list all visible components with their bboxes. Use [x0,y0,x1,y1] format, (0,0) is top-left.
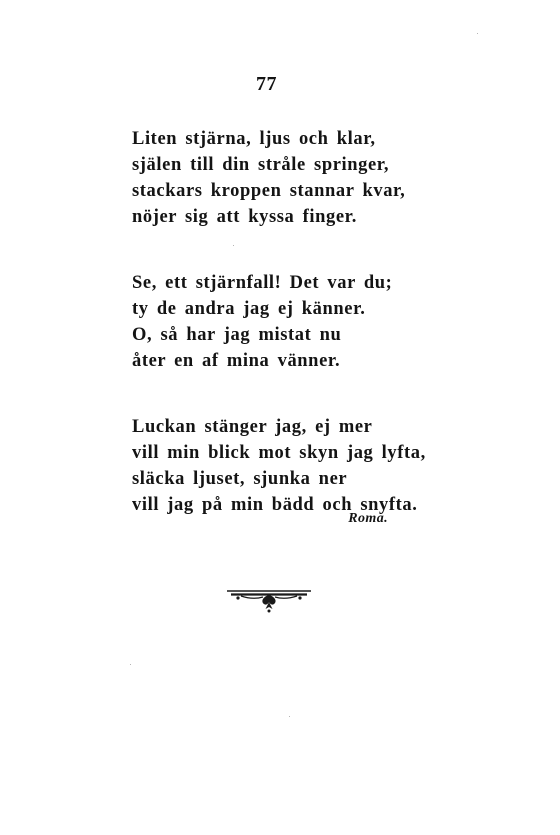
poem-line: ty de andra jag ej känner. [132,299,366,319]
signature: Roma. [348,511,388,526]
stanza-1 [132,126,432,230]
poem-line: nöjer sig att kyssa finger. [132,207,358,227]
poem-line: Luckan stänger jag, ej mer [132,417,373,437]
stanza-2 [132,270,432,374]
page-number: 77 [256,73,277,95]
poem [132,126,432,558]
poem-line: vill min blick mot skyn jag lyfta, [132,443,426,463]
poem-line: åter en af mina vänner. [132,351,341,371]
poem-line: O, så har jag mistat nu [132,325,342,345]
paper-speck [233,245,234,246]
poem-line: Se, ett stjärnfall! Det var du; [132,273,393,293]
poem-line: stackars kroppen stannar kvar, [132,181,406,201]
poem-line: själen till din stråle springer, [132,155,390,175]
stanza-3 [132,414,432,518]
poem-line: vill jag på min bädd och snyfta. [132,495,418,515]
paper-speck [477,33,478,34]
poem-line: släcka ljuset, sjunka ner [132,469,348,489]
paper-speck [130,664,131,665]
paper-speck [289,716,290,717]
fleuron-tailpiece-icon [227,588,311,614]
poem-line: Liten stjärna, ljus och klar, [132,129,376,149]
